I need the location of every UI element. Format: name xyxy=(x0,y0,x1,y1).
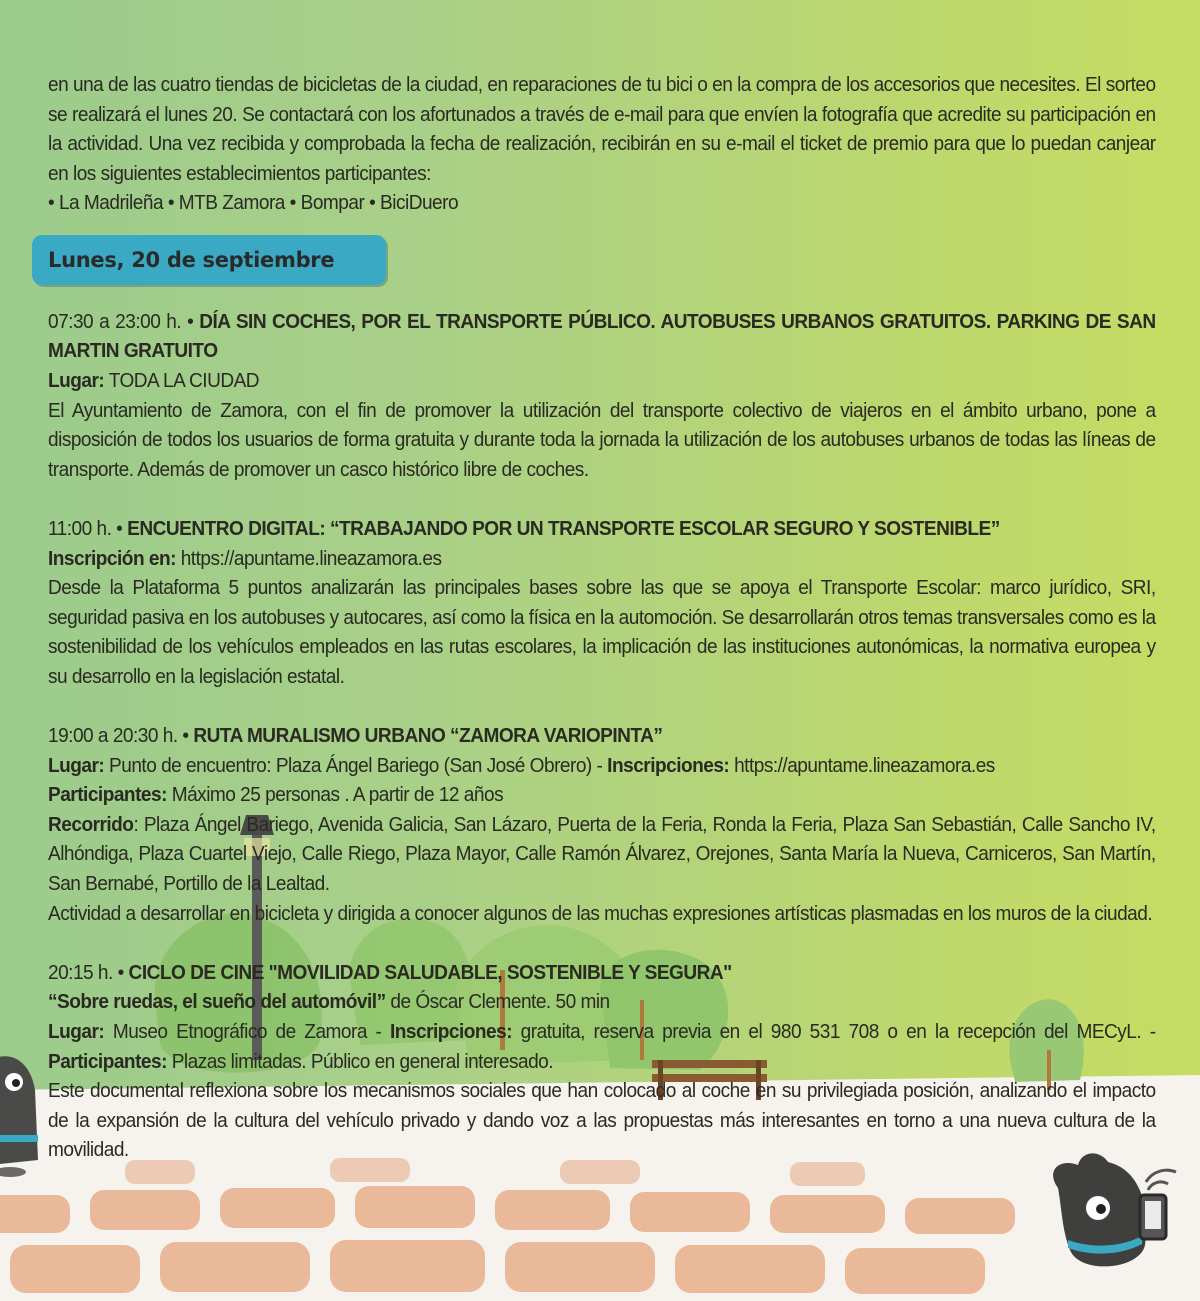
event-title: CICLO DE CINE "MOVILIDAD SALUDABLE, SOSTENIBLE Y SEGURA" xyxy=(128,960,732,984)
event-1-description: El Ayuntamiento de Zamora, con el fin de promover la utilización del transporte colectivo de viajeros en el ámbito urbano, pone a disposición de todos los usuarios de forma gratuita y durante toda la jornada la utilización de los autobuses urbanos de todas las líneas de transporte. Además de promover un casco histórico libre de coches. xyxy=(48,398,1156,481)
event-title: DÍA SIN COCHES, POR EL TRANSPORTE PÚBLICO. AUTOBUSES URBANOS GRATUITOS. PARKING DE SAN MARTIN GRATUITO xyxy=(48,309,1156,363)
event-3 xyxy=(48,721,1156,928)
event-2-description: Desde la Plataforma 5 puntos analizarán las principales bases sobre las que se apoya el Transporte Escolar: marco jurídico, SRI, seguridad pasiva en los autobuses y autocares, así como la física en la automoción. Se desarrollarán otros temas transversales como es la sostenibilidad de los vehículos empleados en las rutas escolares, la implicación de las instituciones autonómicas, la normativa europea y su desarrollo en la legislación estatal. xyxy=(48,576,1156,688)
event-1-heading xyxy=(48,307,1156,366)
date-badge: Lunes, 20 de septiembre xyxy=(32,235,386,285)
event-time: 07:30 a 23:00 h. • xyxy=(48,309,200,333)
event-4 xyxy=(48,958,1156,1165)
event-1-place: Lugar: TODA LA CIUDAD xyxy=(48,368,260,392)
inscription-link[interactable]: https://apuntame.lineazamora.es xyxy=(729,753,995,777)
event-2-inscription: Inscripción en: https://apuntame.lineazamora.es xyxy=(48,546,442,570)
event-title: ENCUENTRO DIGITAL: “TRABAJANDO POR UN TRANSPORTE ESCOLAR SEGURO Y SOSTENIBLE” xyxy=(127,516,1000,540)
mascot-illustration xyxy=(0,1056,38,1177)
program-text xyxy=(48,70,1156,1165)
event-time: 19:00 a 20:30 h. • xyxy=(48,724,194,748)
event-4-description: Este documental reflexiona sobre los mecanismos sociales que han colocado al coche en su privilegiada posición, analizando el impacto de la expansión de la cultura del vehículo privado y dando voz a las propuestas más interesantes en torno a una nueva cultura de la movilidad. xyxy=(48,1079,1156,1162)
event-title: RUTA MURALISMO URBANO “ZAMORA VARIOPINTA” xyxy=(193,724,663,748)
intro-paragraph: en una de las cuatro tiendas de bicicletas de la ciudad, en reparaciones de tu bici o en la compra de los accesorios que necesites. El sorteo se realizará el lunes 20. Se contactará con los afortunados a través de e-mail para que envíen la fotografía que acredite su participación en la actividad. Una vez recibida y comprobada la fecha de realización, recibirán en su e-mail el ticket de premio para que lo puedan canjear en los siguientes establecimientos participantes: xyxy=(48,73,1156,185)
event-time: 20:15 h. • xyxy=(48,960,129,984)
event-4-place: Lugar: Museo Etnográfico de Zamora - Inscripciones: gratuita, reserva previa en el 980 531 708 o en la recepción del MECyL. - Participantes: Plazas limitadas. Público en general interesado. xyxy=(48,1020,1156,1073)
event-3-participants: Participantes: Máximo 25 personas . A partir de 12 años xyxy=(48,783,504,807)
event-2 xyxy=(48,514,1156,692)
event-4-heading xyxy=(48,958,1156,988)
event-2-heading xyxy=(48,514,1156,544)
event-3-place: Lugar: Punto de encuentro: Plaza Ángel Bariego (San José Obrero) - Inscripciones: https://apuntame.lineazamora.es xyxy=(48,753,995,777)
event-4-film: “Sobre ruedas, el sueño del automóvil” de Óscar Clemente. 50 min xyxy=(48,990,610,1014)
event-3-heading xyxy=(48,721,1156,751)
inscription-link[interactable]: https://apuntame.lineazamora.es xyxy=(175,546,442,570)
event-time: 11:00 h. • xyxy=(48,516,128,540)
event-3-description: Actividad a desarrollar en bicicleta y dirigida a conocer algunos de las muchas expresiones artísticas plasmadas en los muros de la ciudad. xyxy=(48,901,1153,925)
event-1 xyxy=(48,307,1156,485)
event-3-route: Recorrido: Plaza Ángel Bariego, Avenida Galicia, San Lázaro, Puerta de la Feria, Ronda la Feria, Plaza San Sebastián, Calle Sancho IV, Alhóndiga, Plaza Cuartel Viejo, Calle Riego, Plaza Mayor, Calle Ramón Álvarez, Orejones, Santa María la Nueva, Carniceros, San Martín, San Bernabé, Portillo de la Lealtad. xyxy=(48,812,1156,896)
shops-list: • La Madrileña • MTB Zamora • Bompar • BiciDuero xyxy=(48,191,459,215)
